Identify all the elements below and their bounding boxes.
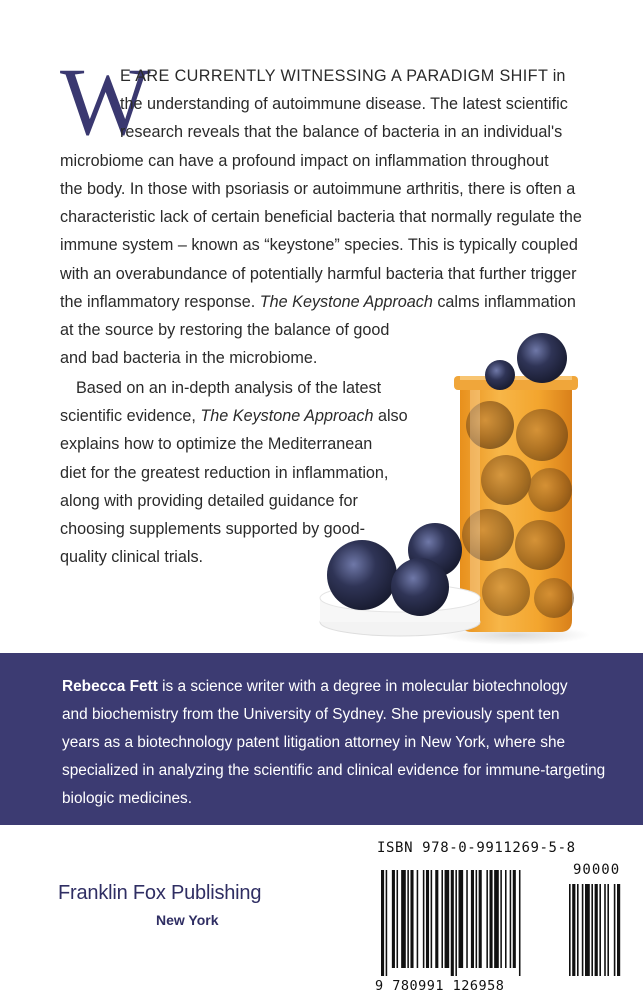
barcode-bar [599, 884, 601, 976]
isbn-barcode [373, 838, 643, 993]
bio-line: biologic medicines. [62, 790, 193, 807]
blueberry [327, 540, 397, 610]
barcode-bar [510, 870, 512, 968]
description-line: research reveals that the balance of bacteria in an individual's [120, 123, 563, 141]
barcode-bar [585, 884, 590, 976]
barcode-bar [381, 870, 384, 976]
description-line: at the source by restoring the balance of good [60, 321, 390, 339]
bio-line: and biochemistry from the University of Sydney. She previously spent ten [62, 706, 560, 723]
barcode-bar [569, 884, 571, 976]
barcode-bar [607, 884, 609, 976]
barcode-bar [582, 884, 584, 976]
barcode-bar [386, 870, 388, 976]
barcode-bar [441, 870, 443, 968]
barcode-bar [617, 884, 620, 976]
barcode-bar [604, 884, 606, 976]
description-line: along with providing detailed guidance for [60, 492, 358, 510]
barcode-bar [479, 870, 482, 968]
barcode-bar [435, 870, 438, 968]
barcode-bar [426, 870, 429, 968]
description-line: microbiome can have a profound impact on inflammation throughout [60, 152, 549, 170]
barcode-bar [614, 884, 616, 976]
description-line: choosing supplements supported by good- [60, 520, 366, 538]
drop-cap: W [60, 48, 151, 155]
ean-digits: 9 780991 126958 [375, 978, 505, 994]
publisher-name: Franklin Fox Publishing [58, 882, 262, 904]
publisher-city: New York [156, 912, 219, 928]
barcode-bar [572, 884, 575, 976]
description-line: scientific evidence, The Keystone Approach also [60, 407, 408, 425]
description-line: diet for the greatest reduction in inflammation, [60, 464, 389, 482]
description-line: immune system – known as “keystone” species. This is typically coupled [60, 236, 578, 254]
price-code: 90000 [573, 862, 621, 878]
barcode-bars [379, 860, 643, 978]
description-line: the body. In those with psoriasis or autoimmune arthritis, there is often a [60, 180, 576, 198]
pill-bottle-blueberries-illustration [310, 330, 600, 650]
author-name: Rebecca Fett [62, 678, 158, 695]
barcode-bar [401, 870, 406, 968]
description-line: characteristic lack of certain beneficial bacteria that normally regulate the [60, 208, 582, 226]
barcode-bar [417, 870, 419, 968]
barcode-bar [500, 870, 502, 968]
description-line: Based on an in-depth analysis of the latest [76, 379, 382, 397]
barcode-bar [466, 870, 468, 968]
description-line: E ARE CURRENTLY WITNESSING A PARADIGM SHIFT in [120, 67, 566, 85]
description-line: with an overabundance of potentially harmful bacteria that further trigger [60, 265, 577, 283]
description-line: explains how to optimize the Mediterranean [60, 435, 373, 453]
barcode-bar [459, 870, 464, 968]
barcode-bar [471, 870, 474, 968]
bio-line: specialized in analyzing the scientific and clinical evidence for immune-targeting [62, 762, 606, 779]
barcode-bar [445, 870, 450, 968]
barcode-bar [486, 870, 488, 968]
barcode-bar [577, 884, 579, 976]
description-line: the understanding of autoimmune disease. The latest scientific [120, 95, 568, 113]
barcode-bar [423, 870, 425, 968]
author-bio-band [0, 653, 643, 825]
barcode-bar [476, 870, 478, 968]
barcode-bar [392, 870, 395, 968]
barcode-bar [451, 870, 454, 976]
barcode-bar [410, 870, 413, 968]
bio-line: Rebecca Fett is a science writer with a degree in molecular biotechnology [62, 678, 568, 695]
barcode-bar [455, 870, 457, 976]
barcode-bar [490, 870, 493, 968]
bio-line: years as a biotechnology patent litigation attorney in New York, where she [62, 734, 566, 751]
barcode-bar [431, 870, 433, 968]
barcode-bar [519, 870, 521, 976]
barcode-bar [513, 870, 516, 968]
barcode-bar [505, 870, 507, 968]
barcode-bar [595, 884, 598, 976]
barcode-bar [591, 884, 593, 976]
barcode-bar [407, 870, 409, 968]
description-line: the inflammatory response. The Keystone Approach calms inflammation [60, 293, 576, 311]
blueberry [485, 360, 515, 390]
description-line: and bad bacteria in the microbiome. [60, 349, 318, 367]
blueberry [517, 333, 567, 383]
blueberry [391, 558, 449, 616]
barcode-bar [397, 870, 399, 968]
description-line: quality clinical trials. [60, 548, 204, 566]
barcode-bar [494, 870, 499, 968]
isbn-number: ISBN 978-0-9911269-5-8 [377, 840, 576, 856]
